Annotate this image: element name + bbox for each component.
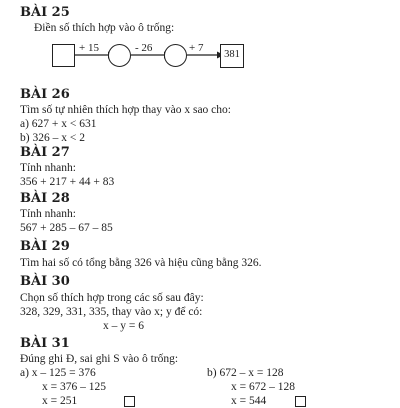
exercise-31-b-line1: b) 672 – x = 128 xyxy=(207,367,284,379)
exercise-30-line2: 328, 329, 331, 335, thay vào x; y để có: xyxy=(20,306,203,318)
exercise-31-a-line1: a) x – 125 = 376 xyxy=(20,367,96,379)
exercise-25-diagram xyxy=(0,0,400,80)
exercise-31-a-line2: x = 376 – 125 xyxy=(42,381,106,393)
exercise-28-title: BÀI 28 xyxy=(20,191,70,206)
exercise-31-title: BÀI 31 xyxy=(20,336,70,351)
exercise-26-title: BÀI 26 xyxy=(20,87,70,102)
exercise-26-instruction: Tìm số tự nhiên thích hợp thay vào x sao cho: xyxy=(20,104,231,116)
exercise-27-expression: 356 + 217 + 44 + 83 xyxy=(20,176,115,188)
exercise-30-title: BÀI 30 xyxy=(20,274,70,289)
exercise-25-instruction: Điền số thích hợp vào ô trống: xyxy=(34,22,175,34)
input-empty-box[interactable] xyxy=(52,44,75,67)
exercise-27-title: BÀI 27 xyxy=(20,145,70,160)
operation-plus-7: + 7 xyxy=(189,42,204,54)
circle-blank-1[interactable] xyxy=(108,44,131,67)
exercise-27-instruction: Tính nhanh: xyxy=(20,162,76,174)
exercise-28-instruction: Tính nhanh: xyxy=(20,208,76,220)
exercise-31-instruction: Đúng ghi Đ, sai ghi S vào ô trống: xyxy=(20,353,179,365)
exercise-28-expression: 567 + 285 – 67 – 85 xyxy=(20,222,113,234)
exercise-29-instruction: Tìm hai số có tổng bằng 326 và hiệu cũng bằng 326. xyxy=(20,257,262,269)
operation-plus-15: + 15 xyxy=(79,42,99,54)
exercise-31-a-line3: x = 251 xyxy=(42,395,78,407)
exercise-26-part-b: b) 326 – x < 2 xyxy=(20,132,85,144)
exercise-31-b-answer-box[interactable] xyxy=(295,396,306,407)
exercise-29-title: BÀI 29 xyxy=(20,239,70,254)
exercise-26-part-a: a) 627 + x < 631 xyxy=(20,118,97,130)
operation-minus-26: - 26 xyxy=(135,42,153,54)
exercise-25-title: BÀI 25 xyxy=(20,5,70,20)
exercise-31-a-answer-box[interactable] xyxy=(124,396,135,407)
exercise-31-b-line2: x = 672 – 128 xyxy=(231,381,295,393)
result-value: 381 xyxy=(224,49,240,60)
exercise-30-instruction: Chọn số thích hợp trong các số sau đây: xyxy=(20,292,204,304)
exercise-30-equation: x – y = 6 xyxy=(103,320,144,332)
circle-blank-2[interactable] xyxy=(164,44,187,67)
exercise-31-b-line3: x = 544 xyxy=(231,395,267,407)
